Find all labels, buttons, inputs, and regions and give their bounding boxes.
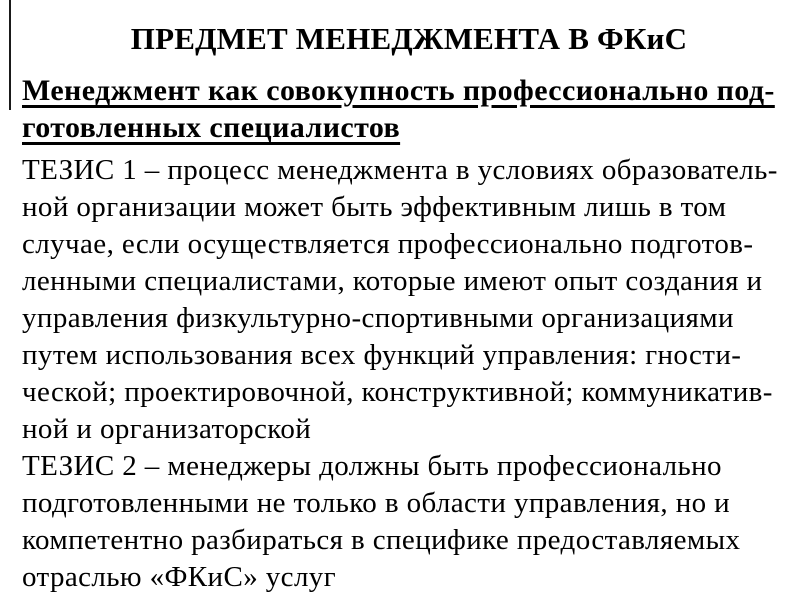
slide-title: ПРЕДМЕТ МЕНЕДЖМЕНТА В ФКиС bbox=[130, 21, 688, 56]
body-line: ческой; проектировочной, конструктивной; коммуникатив- bbox=[22, 376, 773, 408]
body-line: путем использования всех функций управления: гности- bbox=[22, 339, 742, 371]
body-line: случае, если осуществляется профессионально подготов- bbox=[22, 228, 754, 260]
body-line: ленными специалистами, которые имеют опыт создания и bbox=[22, 265, 763, 297]
body-line: компетентно разбираться в специфике предоставляемых bbox=[22, 524, 741, 556]
body-line: ТЕЗИС 2 – менеджеры должны быть профессионально bbox=[22, 450, 722, 482]
body-line: ТЕЗИС 1 – процесс менеджмента в условиях образователь- bbox=[22, 154, 778, 186]
body-line: управления физкультурно-спортивными организациями bbox=[22, 302, 734, 334]
body-line: подготовленными не только в области управления, но и bbox=[22, 487, 731, 519]
body-line: ной организации может быть эффективным лишь в том bbox=[22, 191, 727, 223]
body-line: ной и организаторской bbox=[22, 413, 312, 445]
slide-subtitle-line-2 bbox=[22, 109, 796, 146]
slide-subtitle-line-1 bbox=[22, 72, 796, 109]
left-accent-line bbox=[9, 0, 11, 110]
slide-subtitle-text-1: Менеджмент как совокупность профессионально под- bbox=[22, 74, 775, 107]
slide-subtitle-text-2: готовленных специалистов bbox=[22, 111, 401, 144]
body-line: отраслью «ФКиС» услуг bbox=[22, 561, 337, 593]
